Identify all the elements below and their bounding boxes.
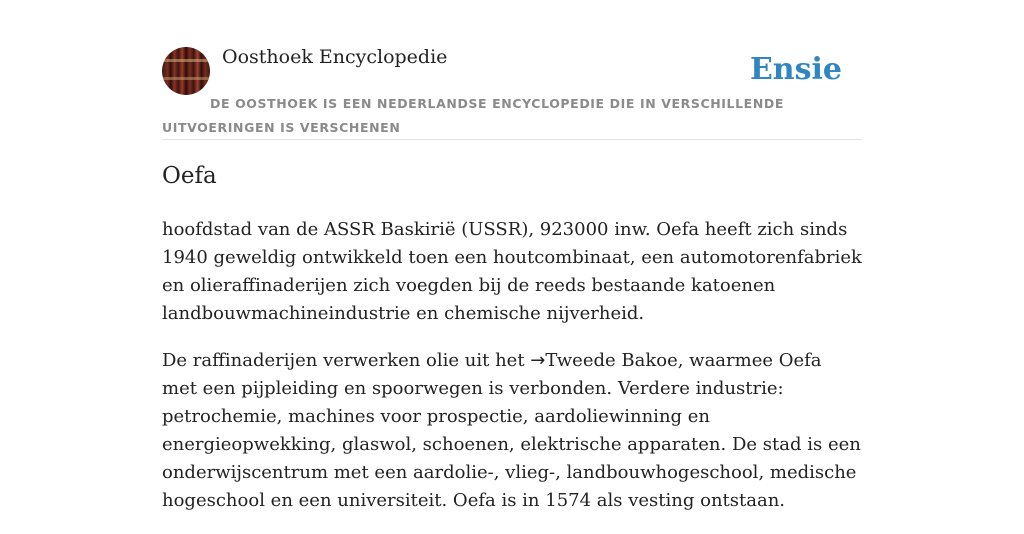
arrow-icon: →: [530, 350, 546, 371]
site-tagline: DE OOSTHOEK IS EEN NEDERLANDSE ENCYCLOPEDIE DIE IN VERSCHILLENDE UITVOERINGEN IS VERSCHENEN: [162, 96, 784, 135]
paragraph-2-rest: , waarmee Oefa met een pijpleiding en spoorwegen is verbonden. Verdere industrie: petrochemie, machines voor prospectie, aardoliewinning en energieopwekking, glaswol, schoenen, elektrische apparaten. De stad is een onderwijscentrum met een aardolie-, vlieg-, landbouwhogeschool, medische hogeschool en een universiteit. Oefa is in 1574 als vesting ontstaan.: [162, 350, 861, 511]
link-tweede-bakoe[interactable]: [530, 350, 677, 371]
link-label: Tweede Bakoe: [545, 350, 678, 371]
paragraph-1: hoofdstad van de ASSR Baskirië (USSR), 923000 inw. Oefa heeft zich sinds 1940 geweldig ontwikkeld toen een houtcombinaat, een automotorenfabriek en olieraffinaderijen zich voegden bij de reeds bestaande katoenen landbouwmachineindustrie en chemische nijverheid.: [162, 219, 862, 324]
article-title: Oefa: [162, 163, 217, 189]
paragraph-2: [162, 347, 862, 515]
article-body: [162, 216, 862, 534]
paragraph-2-text: De raffinaderijen verwerken olie uit het: [162, 350, 531, 371]
ensie-logo[interactable]: Ensie: [749, 52, 842, 87]
site-name[interactable]: Oosthoek Encyclopedie: [222, 46, 448, 68]
encyclopedia-avatar[interactable]: [162, 47, 210, 95]
header-divider: [162, 139, 862, 140]
